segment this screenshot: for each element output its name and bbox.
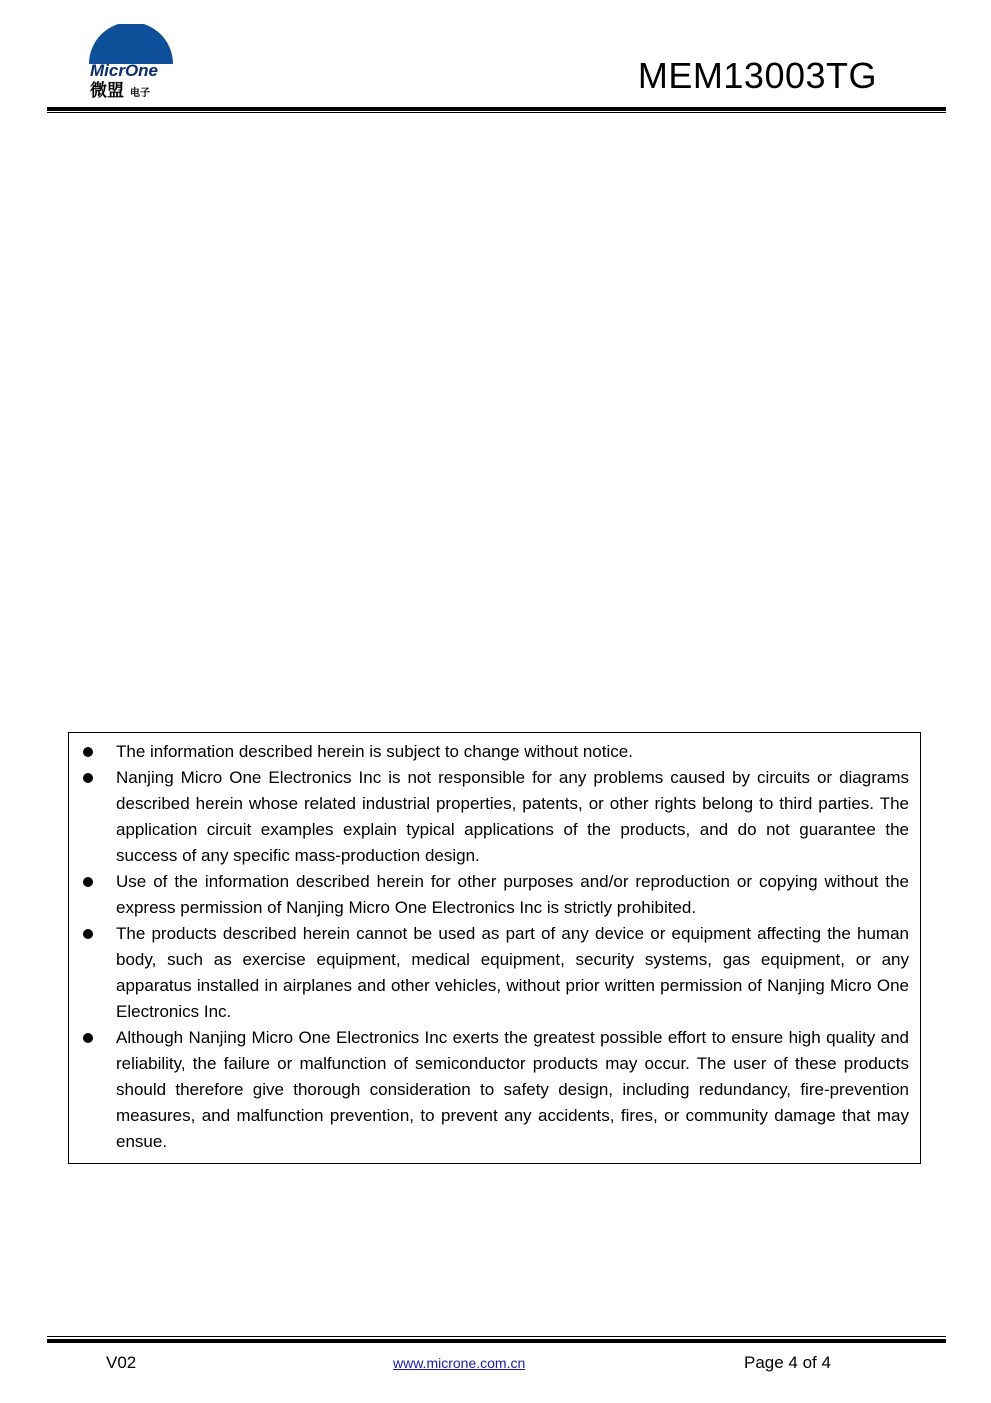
header-rule-thin <box>47 112 946 113</box>
disclaimer-text: The products described herein cannot be used as part of any device or equipment affecting the human body, such as exercise equipment, medical equipment, security systems, gas equipment, or any apparatus installed in airplanes and other vehicles, without prior written permission of Nanjing Micro One Electronics Inc. <box>116 924 909 1021</box>
bullet-icon <box>83 929 93 939</box>
logo-cn-main: 微盟 <box>90 81 124 101</box>
company-logo <box>86 24 176 102</box>
website-link[interactable]: www.microne.com.cn <box>393 1355 526 1371</box>
document-title: MEM13003TG <box>637 55 877 96</box>
page-number: Page 4 of 4 <box>744 1353 831 1372</box>
disclaimer-box <box>68 732 921 1164</box>
microne-logo-icon <box>86 24 176 102</box>
bullet-icon <box>83 877 93 887</box>
disclaimer-text: The information described herein is subject to change without notice. <box>116 742 633 761</box>
bullet-icon <box>83 1033 93 1043</box>
disclaimer-text: Nanjing Micro One Electronics Inc is not responsible for any problems caused by circuits or diagrams described herein whose related industrial properties, patents, or other rights belong to third parties. The application circuit examples explain typical applications of the products, and do not guarantee the success of any specific mass-production design. <box>116 768 909 865</box>
disclaimer-list <box>69 733 920 1155</box>
bullet-icon <box>83 747 93 757</box>
disclaimer-item <box>69 739 909 765</box>
footer-rule-thin <box>47 1336 946 1337</box>
logo-cn-sub: 电子 <box>130 88 150 99</box>
disclaimer-item <box>69 921 909 1025</box>
header-rule-thick <box>47 107 946 111</box>
bullet-icon <box>83 773 93 783</box>
disclaimer-item <box>69 869 909 921</box>
version-label: V02 <box>106 1353 137 1372</box>
disclaimer-item <box>69 1025 909 1155</box>
disclaimer-text: Use of the information described herein for other purposes and/or reproduction or copying without the express permission of Nanjing Micro One Electronics Inc is strictly prohibited. <box>116 872 909 917</box>
disclaimer-text: Although Nanjing Micro One Electronics Inc exerts the greatest possible effort to ensure high quality and reliability, the failure or malfunction of semiconductor products may occur. The user of these products should therefore give thorough consideration to safety design, including redundancy, fire-prevention measures, and malfunction prevention, to prevent any accidents, fires, or community damage that may ensue. <box>116 1028 909 1151</box>
logo-brand-text: MicrOne <box>90 61 159 80</box>
disclaimer-item <box>69 765 909 869</box>
footer-rule-thick <box>47 1339 946 1343</box>
